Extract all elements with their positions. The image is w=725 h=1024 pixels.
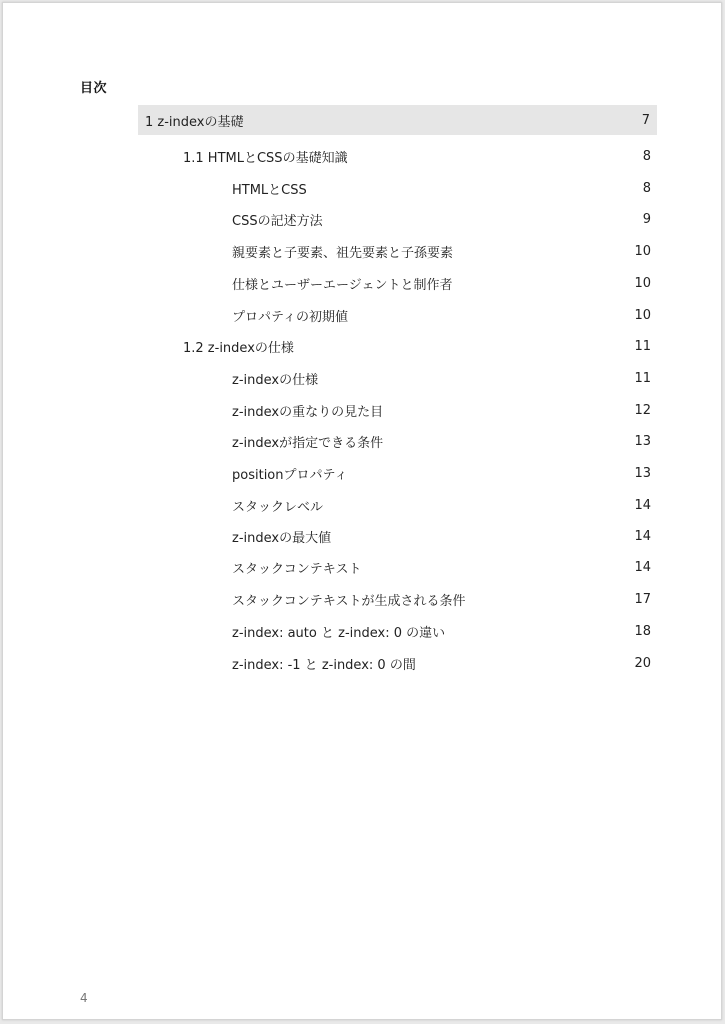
document-page bbox=[2, 2, 722, 1020]
toc-entry[interactable] bbox=[232, 395, 651, 425]
toc-entry-label: z-indexの重なりの見た目 bbox=[232, 404, 384, 420]
toc-entry[interactable] bbox=[232, 584, 651, 614]
toc-entry-label: 仕様とユーザーエージェントと制作者 bbox=[232, 277, 453, 293]
toc-entry-label: 1 z-indexの基礎 bbox=[145, 114, 244, 130]
toc-entry-label: プロパティの初期値 bbox=[232, 309, 348, 325]
toc-entry-page: 9 bbox=[642, 211, 651, 227]
toc-entry-page: 11 bbox=[634, 370, 651, 386]
toc-entry-page: 20 bbox=[634, 655, 651, 671]
toc-entry-label: スタックコンテキスト bbox=[232, 561, 362, 577]
toc-entry[interactable] bbox=[232, 648, 651, 678]
toc-entry-page: 13 bbox=[634, 465, 651, 481]
toc-entry[interactable] bbox=[232, 173, 651, 203]
toc-entry-page: 14 bbox=[634, 497, 651, 513]
toc-entry-page: 12 bbox=[634, 402, 651, 418]
toc-entry-label: 1.1 HTMLとCSSの基礎知識 bbox=[183, 150, 348, 166]
toc-entry[interactable] bbox=[232, 552, 651, 582]
toc-entry-label: スタックレベル bbox=[232, 499, 324, 515]
toc-entry[interactable] bbox=[232, 363, 651, 393]
toc-entry[interactable] bbox=[232, 268, 651, 298]
toc-entry-page: 18 bbox=[634, 623, 651, 639]
page-number: 4 bbox=[80, 991, 88, 1005]
toc-entry-page: 10 bbox=[634, 275, 651, 291]
toc-entry-label: z-indexの最大値 bbox=[232, 530, 332, 546]
toc-entry-page: 14 bbox=[634, 559, 651, 575]
toc-entry-page: 13 bbox=[634, 433, 651, 449]
toc-entry-page: 17 bbox=[634, 591, 651, 607]
toc-entry-label: z-indexが指定できる条件 bbox=[232, 435, 384, 451]
toc-entry-label: スタックコンテキストが生成される条件 bbox=[232, 593, 466, 609]
toc-entry[interactable] bbox=[183, 141, 651, 171]
toc-entry-page: 10 bbox=[634, 307, 651, 323]
toc-entry[interactable] bbox=[138, 105, 657, 135]
toc-heading: 目次 bbox=[80, 81, 108, 96]
toc-entry-label: CSSの記述方法 bbox=[232, 213, 323, 229]
toc-entry[interactable] bbox=[232, 426, 651, 456]
toc-entry-label: 1.2 z-indexの仕様 bbox=[183, 340, 294, 356]
toc-entry[interactable] bbox=[232, 458, 651, 488]
toc-entry[interactable] bbox=[232, 300, 651, 330]
toc-entry-label: z-indexの仕様 bbox=[232, 372, 319, 388]
toc-entry[interactable] bbox=[232, 490, 651, 520]
toc-entry-page: 11 bbox=[634, 338, 651, 354]
toc-entry[interactable] bbox=[183, 331, 651, 361]
toc-entry-label: z-index: -1 と z-index: 0 の間 bbox=[232, 657, 416, 673]
toc-entry-label: positionプロパティ bbox=[232, 467, 348, 483]
toc-entry[interactable] bbox=[232, 236, 651, 266]
toc-entry[interactable] bbox=[232, 204, 651, 234]
toc-entry-page: 7 bbox=[641, 112, 650, 128]
toc-entry-page: 14 bbox=[634, 528, 651, 544]
toc-entry-label: HTMLとCSS bbox=[232, 182, 307, 198]
toc-entry-label: z-index: auto と z-index: 0 の違い bbox=[232, 625, 446, 641]
toc-entry-page: 8 bbox=[642, 180, 651, 196]
toc-entry[interactable] bbox=[232, 616, 651, 646]
toc-entry-label: 親要素と子要素、祖先要素と子孫要素 bbox=[232, 245, 454, 261]
toc-entry[interactable] bbox=[232, 521, 651, 551]
toc-entry-page: 10 bbox=[634, 243, 651, 259]
toc-entry-page: 8 bbox=[642, 148, 651, 164]
